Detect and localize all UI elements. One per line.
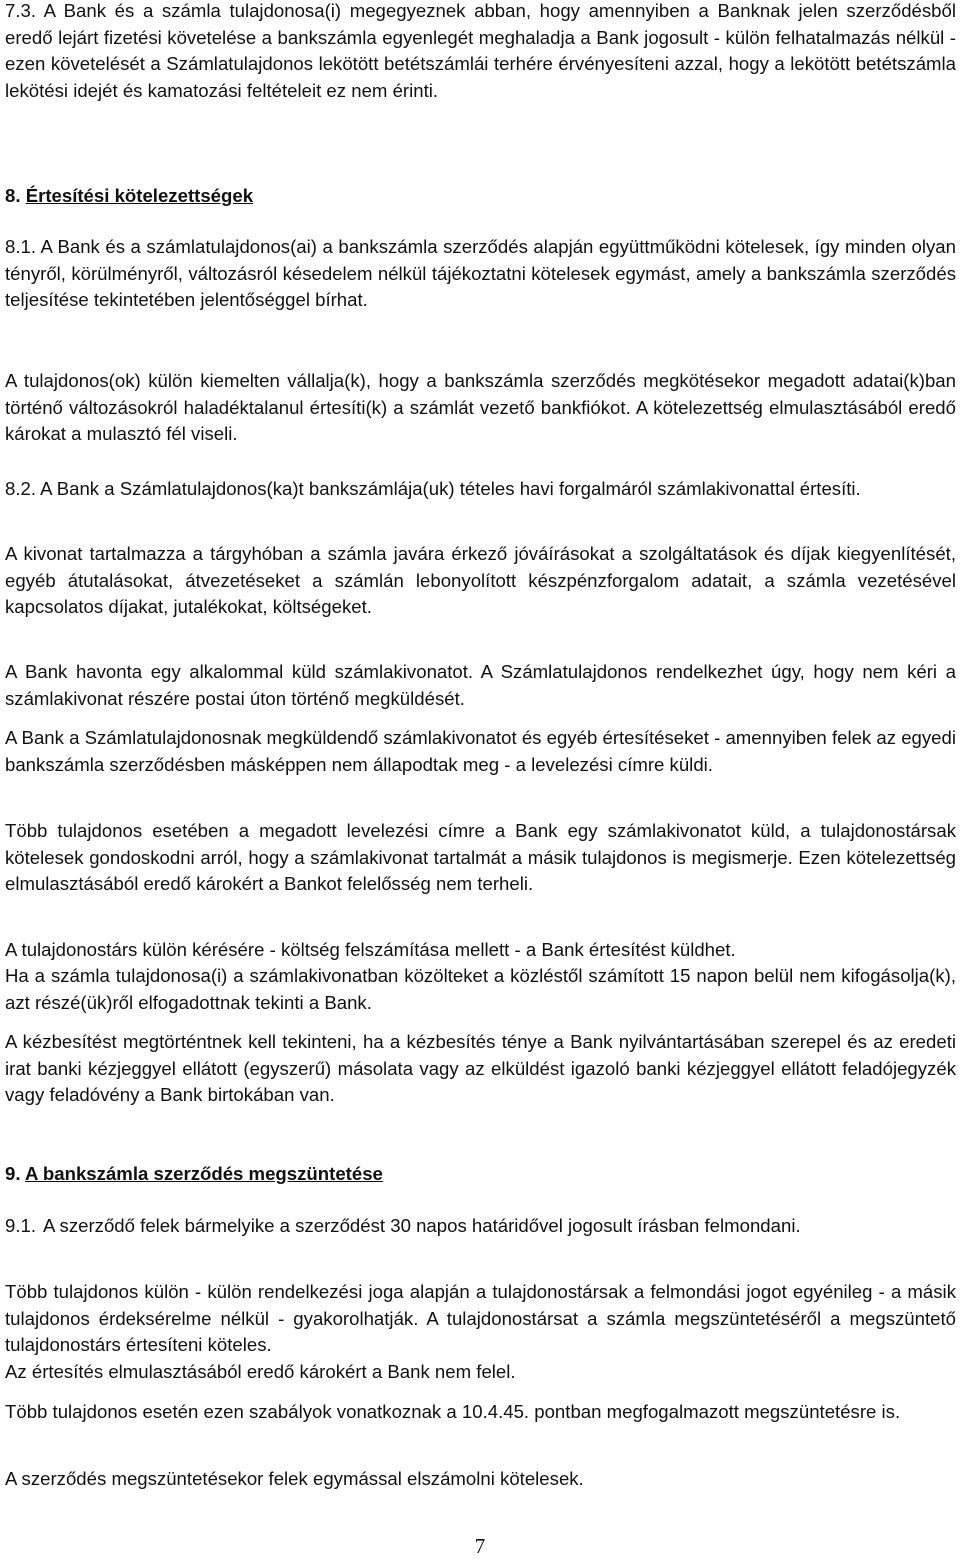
paragraph-8-2-g: A kézbesítést megtörténtnek kell tekinteni, ha a kézbesítés ténye a Bank nyilvántartásában szerepel és az eredeti irat banki kézjeggyel ellátott (egyszerű) másolata vagy az elküldést igazoló banki kézjeggyel ellátott feladójegyzék vagy feladóvény a Bank birtokában van. [5, 1031, 956, 1106]
paragraph-9-1-e: A szerződés megszüntetésekor felek egymással elszámolni kötelesek. [5, 1468, 584, 1489]
section-9-title: A bankszámla szerződés megszüntetése [25, 1163, 383, 1184]
section-8-title: Értesítési kötelezettségek [25, 185, 254, 206]
paragraph-9-1-text: A szerződő felek bármelyike a szerződést 30 napos határidővel jogosult írásban felmondani. [43, 1215, 801, 1236]
paragraph-9-1-number: 9.1. [5, 1215, 37, 1236]
paragraph-8-2-f-1: A tulajdonostárs külön kérésére - költség felszámítása mellett - a Bank értesítést küldhet. [5, 939, 736, 960]
paragraph-9-1-b: Több tulajdonos külön - külön rendelkezési joga alapján a tulajdonostársak a felmondási jogot egyénileg - a másik tulajdonos érdeksérelme nélkül - gyakorolhatják. A tulajdonostársat a számla megszüntetéséről a megszüntető tulajdonostárs értesíteni köteles. [5, 1281, 956, 1356]
section-9-number: 9. [5, 1163, 21, 1184]
section-9-heading [5, 1161, 383, 1188]
paragraph-8-2: 8.2. A Bank a Számlatulajdonos(ka)t bankszámlája(uk) tételes havi forgalmáról számlakivonattal értesíti. [5, 478, 861, 499]
paragraph-8-2-c: A Bank havonta egy alkalommal küld számlakivonatot. A Számlatulajdonos rendelkezhet úgy, hogy nem kéri a számlakivonat részére postai úton történő megküldését. [5, 661, 956, 709]
paragraph-9-1-c: Az értesítés elmulasztásából eredő károkért a Bank nem felel. [5, 1361, 516, 1382]
section-8-number: 8. [5, 185, 21, 206]
paragraph-9-1 [5, 1213, 956, 1240]
paragraph-8-2-d: A Bank a Számlatulajdonosnak megküldendő számlakivonatot és egyéb értesítéseket - amennyiben felek az egyedi bankszámla szerződésben másképpen nem állapodtak meg - a levelezési címre küldi. [5, 727, 956, 775]
paragraph-8-2-f-2: Ha a számla tulajdonosa(i) a számlakivonatban közölteket a közléstől számított 15 napon belül nem kifogásolja(k), azt részé(ük)ről elfogadottnak tekinti a Bank. [5, 965, 956, 1013]
paragraph-9-1-d: Több tulajdonos esetén ezen szabályok vonatkoznak a 10.4.45. pontban megfogalmazott megszüntetésre is. [5, 1401, 901, 1422]
paragraph-7-3: 7.3. A Bank és a számla tulajdonosa(i) megegyeznek abban, hogy amennyiben a Banknak jelen szerződésből eredő lejárt fizetési követelése a bankszámla egyenlegét meghaladja a Bank jogosult - külön felhatalmazás nélkül - ezen követelését a Számlatulajdonos lekötött betétszámlái terhére érvényesíteni azzal, hogy a lekötött betétszámla lekötési idejét és kamatozási feltételeit ez nem érinti. [5, 0, 956, 101]
paragraph-8-2-b: A kivonat tartalmazza a tárgyhóban a számla javára érkező jóváírásokat a szolgáltatások és díjak kiegyenlítését, egyéb átutalásokat, átvezetéseket a számlán lebonyolított készpénzforgalom adatait, a számla vezetésével kapcsolatos díjakat, jutalékokat, költségeket. [5, 543, 956, 618]
paragraph-8-1: 8.1. A Bank és a számlatulajdonos(ai) a bankszámla szerződés alapján együttműködni kötelesek, így minden olyan tényről, körülményről, változásról késedelem nélkül tájékoztatni kötelesek egymást, amely a bankszámla szerződés teljesítése tekintetében jelentőséggel bírhat. [5, 236, 956, 311]
page-number: 7 [474, 1534, 486, 1558]
section-8-heading [5, 183, 253, 210]
paragraph-8-2-e: Több tulajdonos esetében a megadott levelezési címre a Bank egy számlakivonatot küld, a tulajdonostársak kötelesek gondoskodni arról, hogy a számlakivonat tartalmát a másik tulajdonos is megismerje. Ezen kötelezettség elmulasztásából eredő károkért a Bankot felelősség nem terheli. [5, 820, 956, 895]
paragraph-8-1-b: A tulajdonos(ok) külön kiemelten vállalja(k), hogy a bankszámla szerződés megkötésekor megadott adatai(k)ban történő változásokról haladéktalanul értesíti(k) a számlát vezető bankfiókot. A kötelezettség elmulasztásából eredő károkat a mulasztó fél viseli. [5, 370, 956, 445]
